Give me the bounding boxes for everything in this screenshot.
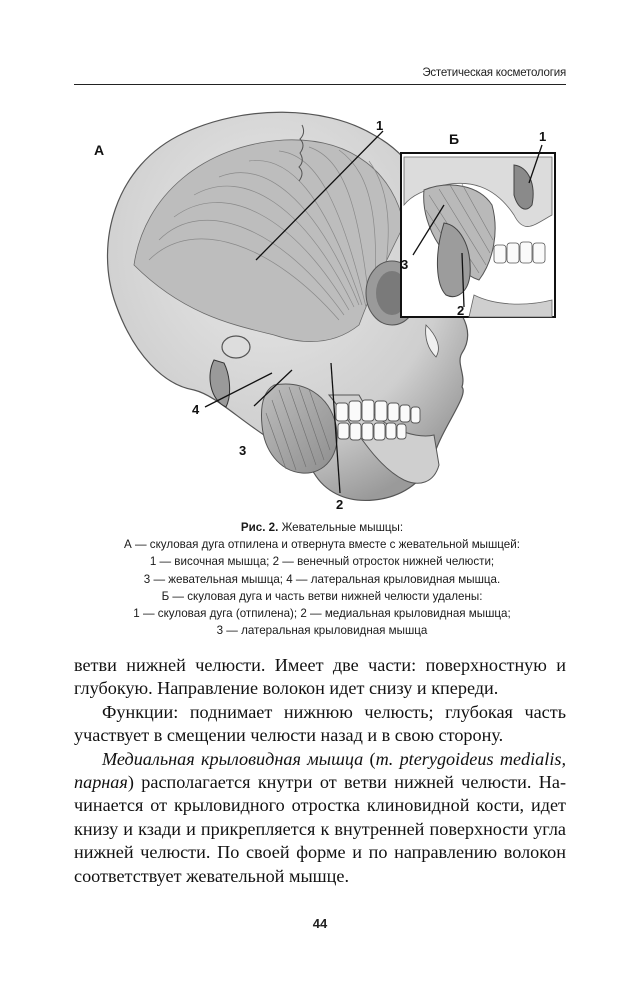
body-text: [74, 654, 566, 888]
caption-line: А — скуловая дуга отпилена и отвернута вместе с жевательной мышцей:: [124, 538, 520, 552]
running-header: Эстетическая косметология: [422, 67, 566, 79]
label-a-3: 3: [239, 443, 247, 458]
text-line: [74, 748, 566, 771]
label-a-1: 1: [376, 118, 384, 133]
latin-term: m. pterygoideus medialis,: [375, 748, 566, 769]
inset-panel-b: [401, 153, 555, 317]
label-a-4: 4: [192, 402, 200, 417]
text-line: нижней челюсти. По своей форме и по направлению волокон: [74, 842, 566, 863]
text-line: ветви нижней челюсти. Имеет две части: поверхностную и: [74, 655, 566, 675]
panel-a-label: А: [94, 142, 105, 158]
label-a-2: 2: [336, 497, 344, 512]
caption-title-text: Жевательные мышцы:: [281, 521, 404, 534]
text-line: глубокую. Направление волокон идет снизу и кпереди.: [74, 678, 499, 699]
label-b-3: 3: [401, 257, 409, 272]
text-fragment: (: [363, 748, 376, 769]
caption-line: 3 — жевательная мышца; 4 — латеральная крыловидная мышца.: [143, 572, 501, 586]
caption-title: [74, 519, 570, 536]
anatomy-figure: [74, 95, 570, 515]
panel-b-label: Б: [449, 131, 460, 147]
header-rule: [74, 84, 566, 85]
text-line: соответствует жевательной мышце.: [74, 865, 350, 886]
caption-line: 1 — скуловая дуга (отпилена); 2 — медиальная крыловидная мышца;: [133, 607, 511, 621]
label-b-1: 1: [539, 129, 547, 144]
text-line: чинается от крыловидного отростка клиновидной кости, идет: [74, 795, 566, 816]
term-italic: парная: [74, 771, 128, 792]
caption-line: 1 — височная мышца; 2 — венечный отросток нижней челюсти;: [149, 555, 495, 569]
term-italic: Медиальная крыловидная мышца: [102, 748, 364, 769]
text-line: [74, 771, 566, 794]
caption-line: 3 — латеральная крыловидная мышца: [216, 624, 428, 638]
text-line: книзу и кзади и прикрепляется к внутренней поверхности угла: [74, 818, 566, 839]
text-line: участвует в смещении челюсти назад и в свою сторону.: [74, 725, 504, 746]
figure-caption: [74, 519, 570, 639]
caption-line: Б — скуловая дуга и часть ветви нижней челюсти удалены:: [161, 589, 483, 603]
text-line: Функции: поднимает нижнюю челюсть; глубокая часть: [102, 701, 566, 722]
figure-number: Рис. 2.: [240, 521, 279, 534]
page-number: 44: [312, 916, 328, 931]
text-fragment: ) располагается кнутри от ветви нижней челюсти. На-: [127, 771, 566, 792]
label-b-2: 2: [457, 303, 465, 318]
